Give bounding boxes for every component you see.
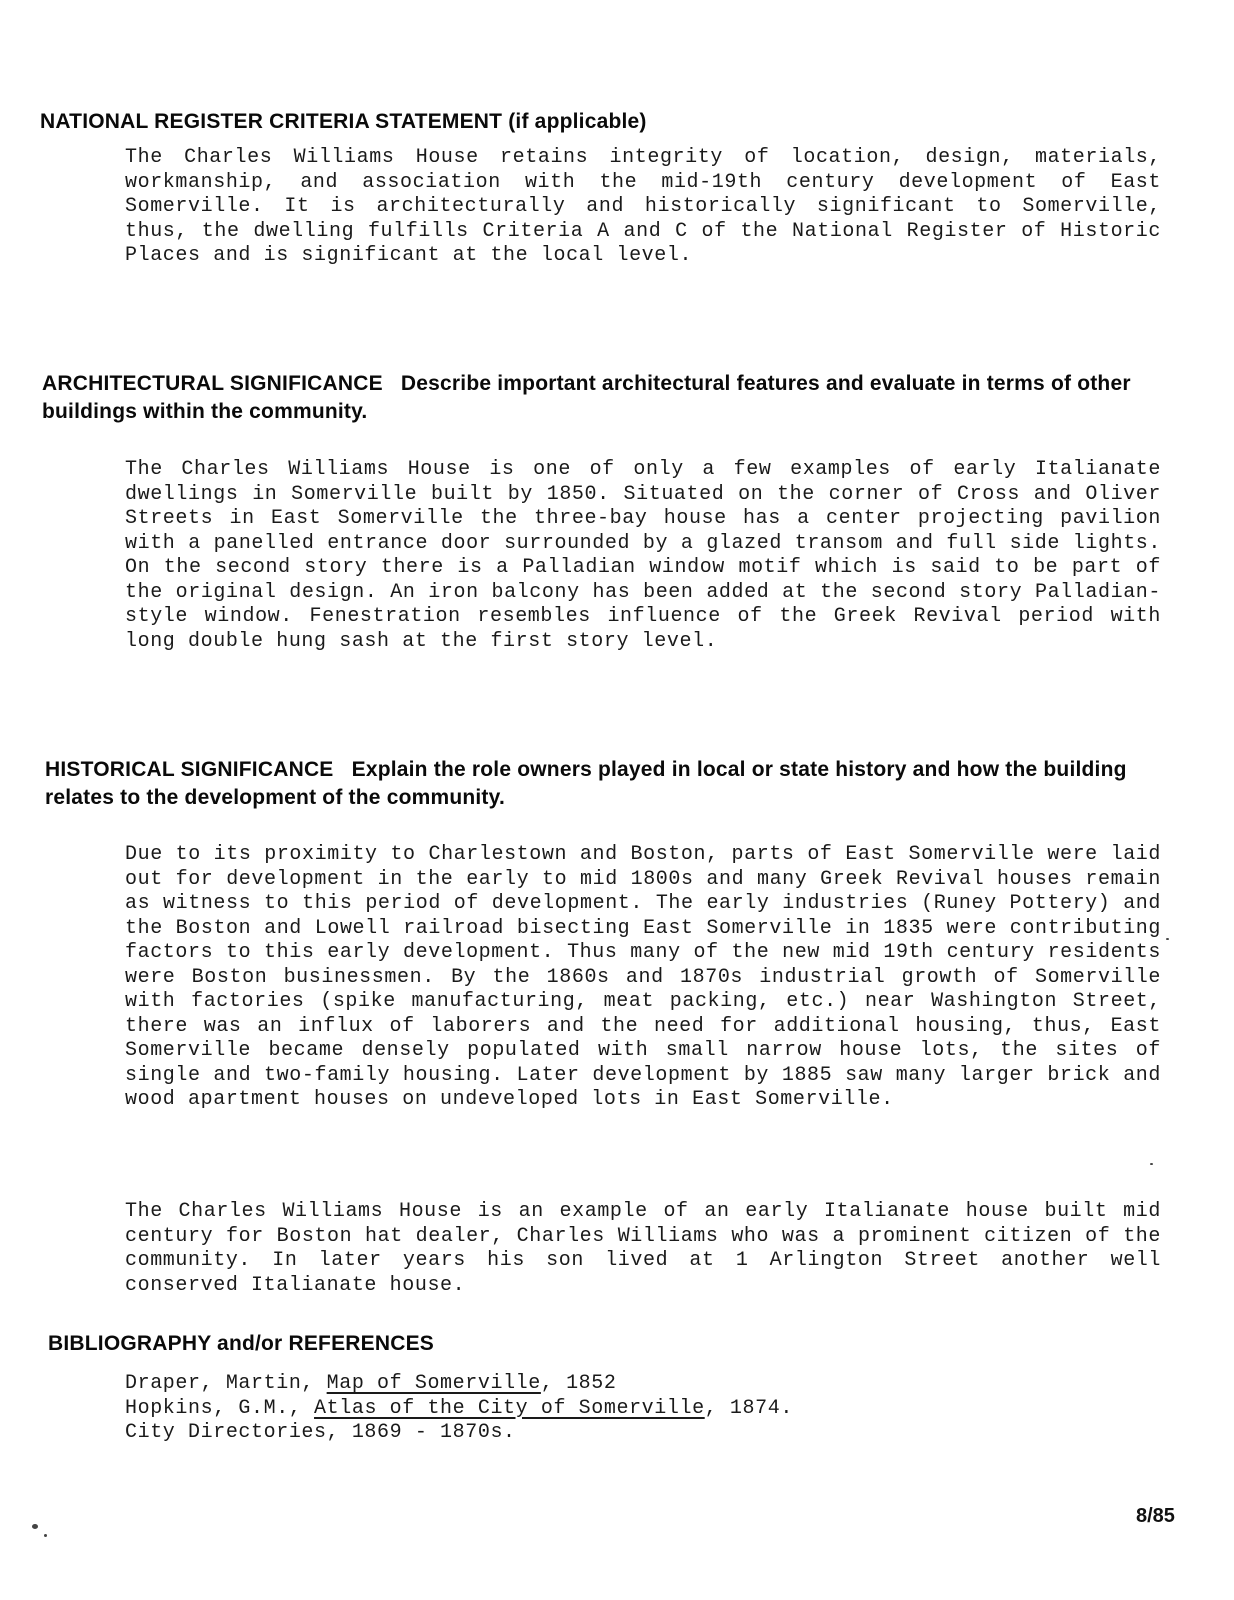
historical-paragraph-1: Due to its proximity to Charlestown and Boston, parts of East Somerville were laid out for development in the early to mid 1800s and many Greek Revival houses remain as witness to this period of development. The early industries (Runey Pottery) and the Boston and Lowell railroad bisecting East Somerville in 1835 were contributing factors to this early development. Thus many of the new mid 19th century residents were Boston businessmen. By the 1860s and 1870s industrial growth of Somerville with factories (spike manufacturing, meat packing, etc.) near Washington Street, there was an influx of laborers and the need for additional housing, thus, East Somerville became densely populated with small narrow house lots, the sites of single and two-family housing. Later development by 1885 saw many larger brick and wood apartment houses on undeveloped lots in East Somerville. xyxy=(125,843,1161,1111)
page-number: 8/85 xyxy=(1136,1505,1175,1527)
bibliography-entry xyxy=(125,1372,1161,1397)
entry-title: Atlas of the City of Somerville xyxy=(314,1396,705,1420)
criteria-paragraph: The Charles Williams House retains integrity of location, design, materials, workmanship, and association with the mid-19th century development of East Somerville. It is architecturally and historically significant to Somerville, thus, the dwelling fulfills Criteria A and C of the National Register of Historic Places and is significant at the local level. xyxy=(125,146,1161,267)
architectural-paragraph: The Charles Williams House is one of only a few examples of early Italianate dwellings in Somerville built by 1850. Situated on the corner of Cross and Oliver Streets in East Somerville the three-bay house has a center projecting pavilion with a panelled entrance door surrounded by a glazed transom and full side lights. On the second story there is a Palladian window motif which is said to be part of the original design. An iron balcony has been added at the second story Palladian-style window. Fenestration resembles influence of the Greek Revival period with long double hung sash at the first story level. xyxy=(125,458,1161,653)
bibliography-heading xyxy=(48,1330,434,1358)
bibliography-entry xyxy=(125,1397,1161,1422)
historical-heading xyxy=(45,756,1195,812)
architectural-heading xyxy=(42,370,1192,426)
entry-author: Draper, Martin, xyxy=(125,1372,327,1395)
architectural-heading-prompt: Describe important architectural features and evaluate in terms of other buildings within the community. xyxy=(42,372,1131,423)
scan-speck xyxy=(1166,938,1169,940)
historical-heading-prompt: Explain the role owners played in local or state history and how the building relates to the development of the community. xyxy=(45,758,1127,809)
scan-speck xyxy=(44,1534,47,1537)
architectural-heading-label: ARCHITECTURAL SIGNIFICANCE xyxy=(42,372,383,395)
entry-author: Hopkins, G.M., xyxy=(125,1396,315,1420)
entry-date: , 1874. xyxy=(704,1396,793,1420)
scan-speck xyxy=(1150,1163,1153,1165)
scan-speck xyxy=(32,1524,38,1529)
entry-date: , 1852 xyxy=(540,1372,617,1395)
bibliography-heading-text: BIBLIOGRAPHY and/or REFERENCES xyxy=(48,1332,434,1355)
criteria-heading xyxy=(40,108,647,136)
entry-author: City Directories, 1869 - 1870s. xyxy=(125,1421,516,1444)
bibliography-list xyxy=(125,1372,1161,1446)
historical-paragraph-2: The Charles Williams House is an example of an early Italianate house built mid century for Boston hat dealer, Charles Williams who was a prominent citizen of the community. In later years his son lived at 1 Arlington Street another well conserved Italianate house. xyxy=(125,1200,1161,1297)
historical-heading-label: HISTORICAL SIGNIFICANCE xyxy=(45,758,334,781)
entry-title: Map of Somerville xyxy=(326,1372,541,1395)
criteria-heading-text: NATIONAL REGISTER CRITERIA STATEMENT (if applicable) xyxy=(40,110,647,133)
bibliography-entry xyxy=(125,1421,1161,1446)
